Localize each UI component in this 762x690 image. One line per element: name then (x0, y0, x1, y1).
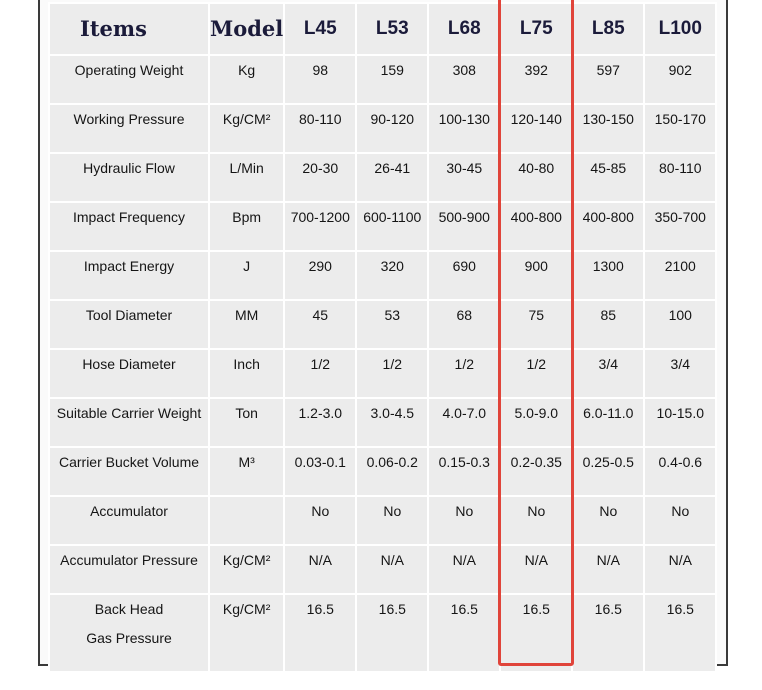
cell-l100: 3/4 (645, 350, 715, 397)
row-unit: Bpm (210, 203, 283, 250)
cell-l68: No (429, 497, 499, 544)
cell-l85: 1300 (573, 252, 643, 299)
header-l68: L68 (429, 4, 499, 54)
row-unit: Kg/CM² (210, 546, 283, 593)
cell-l45: 45 (285, 301, 355, 348)
cell-l53: 53 (357, 301, 427, 348)
cell-l75: No (501, 497, 571, 544)
row-item-label: Accumulator (50, 497, 208, 544)
row-item-label: Accumulator Pressure (50, 546, 208, 593)
cell-l85: 45-85 (573, 154, 643, 201)
row-unit: Kg (210, 56, 283, 103)
cell-l45: 1.2-3.0 (285, 399, 355, 446)
cell-l68: 690 (429, 252, 499, 299)
cell-l53: 159 (357, 56, 427, 103)
cell-l75: N/A (501, 546, 571, 593)
row-unit: L/Min (210, 154, 283, 201)
row-item-label: Tool Diameter (50, 301, 208, 348)
cell-l68: 100-130 (429, 105, 499, 152)
cell-l68: 4.0-7.0 (429, 399, 499, 446)
row-item-label: Operating Weight (50, 56, 208, 103)
cell-l45: 98 (285, 56, 355, 103)
cell-l68: 500-900 (429, 203, 499, 250)
cell-l68: N/A (429, 546, 499, 593)
cell-l85: 130-150 (573, 105, 643, 152)
cell-l75: 16.5 (501, 595, 571, 671)
table-row (50, 301, 715, 348)
cell-l75: 1/2 (501, 350, 571, 397)
cell-l75: 900 (501, 252, 571, 299)
table-row (50, 448, 715, 495)
row-unit: M³ (210, 448, 283, 495)
row-unit: Ton (210, 399, 283, 446)
cell-l100: 150-170 (645, 105, 715, 152)
cell-l85: 597 (573, 56, 643, 103)
cell-l85: No (573, 497, 643, 544)
cell-l53: 16.5 (357, 595, 427, 671)
cell-l85: 0.25-0.5 (573, 448, 643, 495)
header-l100: L100 (645, 4, 715, 54)
cell-l53: 600-1100 (357, 203, 427, 250)
cell-l100: 16.5 (645, 595, 715, 671)
header-model: Model (210, 4, 283, 54)
cell-l45: 290 (285, 252, 355, 299)
table-row (50, 399, 715, 446)
header-l75: L75 (501, 4, 571, 54)
cell-l53: 3.0-4.5 (357, 399, 427, 446)
cell-l53: 90-120 (357, 105, 427, 152)
table-row (50, 252, 715, 299)
cell-l85: 85 (573, 301, 643, 348)
cell-l75: 75 (501, 301, 571, 348)
cell-l85: 400-800 (573, 203, 643, 250)
cell-l75: 120-140 (501, 105, 571, 152)
cell-l45: N/A (285, 546, 355, 593)
cell-l100: No (645, 497, 715, 544)
row-unit: Kg/CM² (210, 105, 283, 152)
row-item-label: Hydraulic Flow (50, 154, 208, 201)
table-row (50, 105, 715, 152)
cell-l68: 1/2 (429, 350, 499, 397)
row-item-label: Working Pressure (50, 105, 208, 152)
cell-l100: 0.4-0.6 (645, 448, 715, 495)
header-items: Items (50, 4, 208, 54)
row-item-label: Suitable Carrier Weight (50, 399, 208, 446)
cell-l85: 6.0-11.0 (573, 399, 643, 446)
table-row (50, 350, 715, 397)
cell-l45: No (285, 497, 355, 544)
cell-l68: 308 (429, 56, 499, 103)
table-row (50, 203, 715, 250)
cell-l100: 80-110 (645, 154, 715, 201)
cell-l45: 1/2 (285, 350, 355, 397)
cell-l45: 0.03-0.1 (285, 448, 355, 495)
row-unit: J (210, 252, 283, 299)
cell-l53: 320 (357, 252, 427, 299)
cell-l100: 10-15.0 (645, 399, 715, 446)
table-row (50, 56, 715, 103)
cell-l75: 40-80 (501, 154, 571, 201)
spec-table (48, 2, 717, 673)
row-item-label: Impact Energy (50, 252, 208, 299)
row-item-label: Back Head Gas Pressure (50, 595, 208, 671)
row-unit: Kg/CM² (210, 595, 283, 671)
cell-l68: 16.5 (429, 595, 499, 671)
cell-l53: 26-41 (357, 154, 427, 201)
cell-l85: 3/4 (573, 350, 643, 397)
cell-l75: 5.0-9.0 (501, 399, 571, 446)
cell-l85: N/A (573, 546, 643, 593)
cell-l100: N/A (645, 546, 715, 593)
cell-l68: 30-45 (429, 154, 499, 201)
cell-l45: 700-1200 (285, 203, 355, 250)
row-item-label: Carrier Bucket Volume (50, 448, 208, 495)
cell-l45: 20-30 (285, 154, 355, 201)
cell-l53: 1/2 (357, 350, 427, 397)
table-row (50, 595, 715, 671)
cell-l53: 0.06-0.2 (357, 448, 427, 495)
cell-l53: N/A (357, 546, 427, 593)
table-row (50, 546, 715, 593)
header-l85: L85 (573, 4, 643, 54)
cell-l68: 68 (429, 301, 499, 348)
cell-l75: 0.2-0.35 (501, 448, 571, 495)
cell-l100: 100 (645, 301, 715, 348)
header-l53: L53 (357, 4, 427, 54)
table-row (50, 154, 715, 201)
cell-l53: No (357, 497, 427, 544)
cell-l75: 400-800 (501, 203, 571, 250)
cell-l85: 16.5 (573, 595, 643, 671)
header-l45: L45 (285, 4, 355, 54)
cell-l45: 16.5 (285, 595, 355, 671)
row-unit: MM (210, 301, 283, 348)
table-row (50, 497, 715, 544)
row-item-label: Hose Diameter (50, 350, 208, 397)
cell-l45: 80-110 (285, 105, 355, 152)
cell-l100: 2100 (645, 252, 715, 299)
cell-l100: 902 (645, 56, 715, 103)
row-unit (210, 497, 283, 544)
cell-l68: 0.15-0.3 (429, 448, 499, 495)
cell-l75: 392 (501, 56, 571, 103)
row-unit: Inch (210, 350, 283, 397)
header-row (50, 4, 715, 54)
cell-l100: 350-700 (645, 203, 715, 250)
row-item-label: Impact Frequency (50, 203, 208, 250)
